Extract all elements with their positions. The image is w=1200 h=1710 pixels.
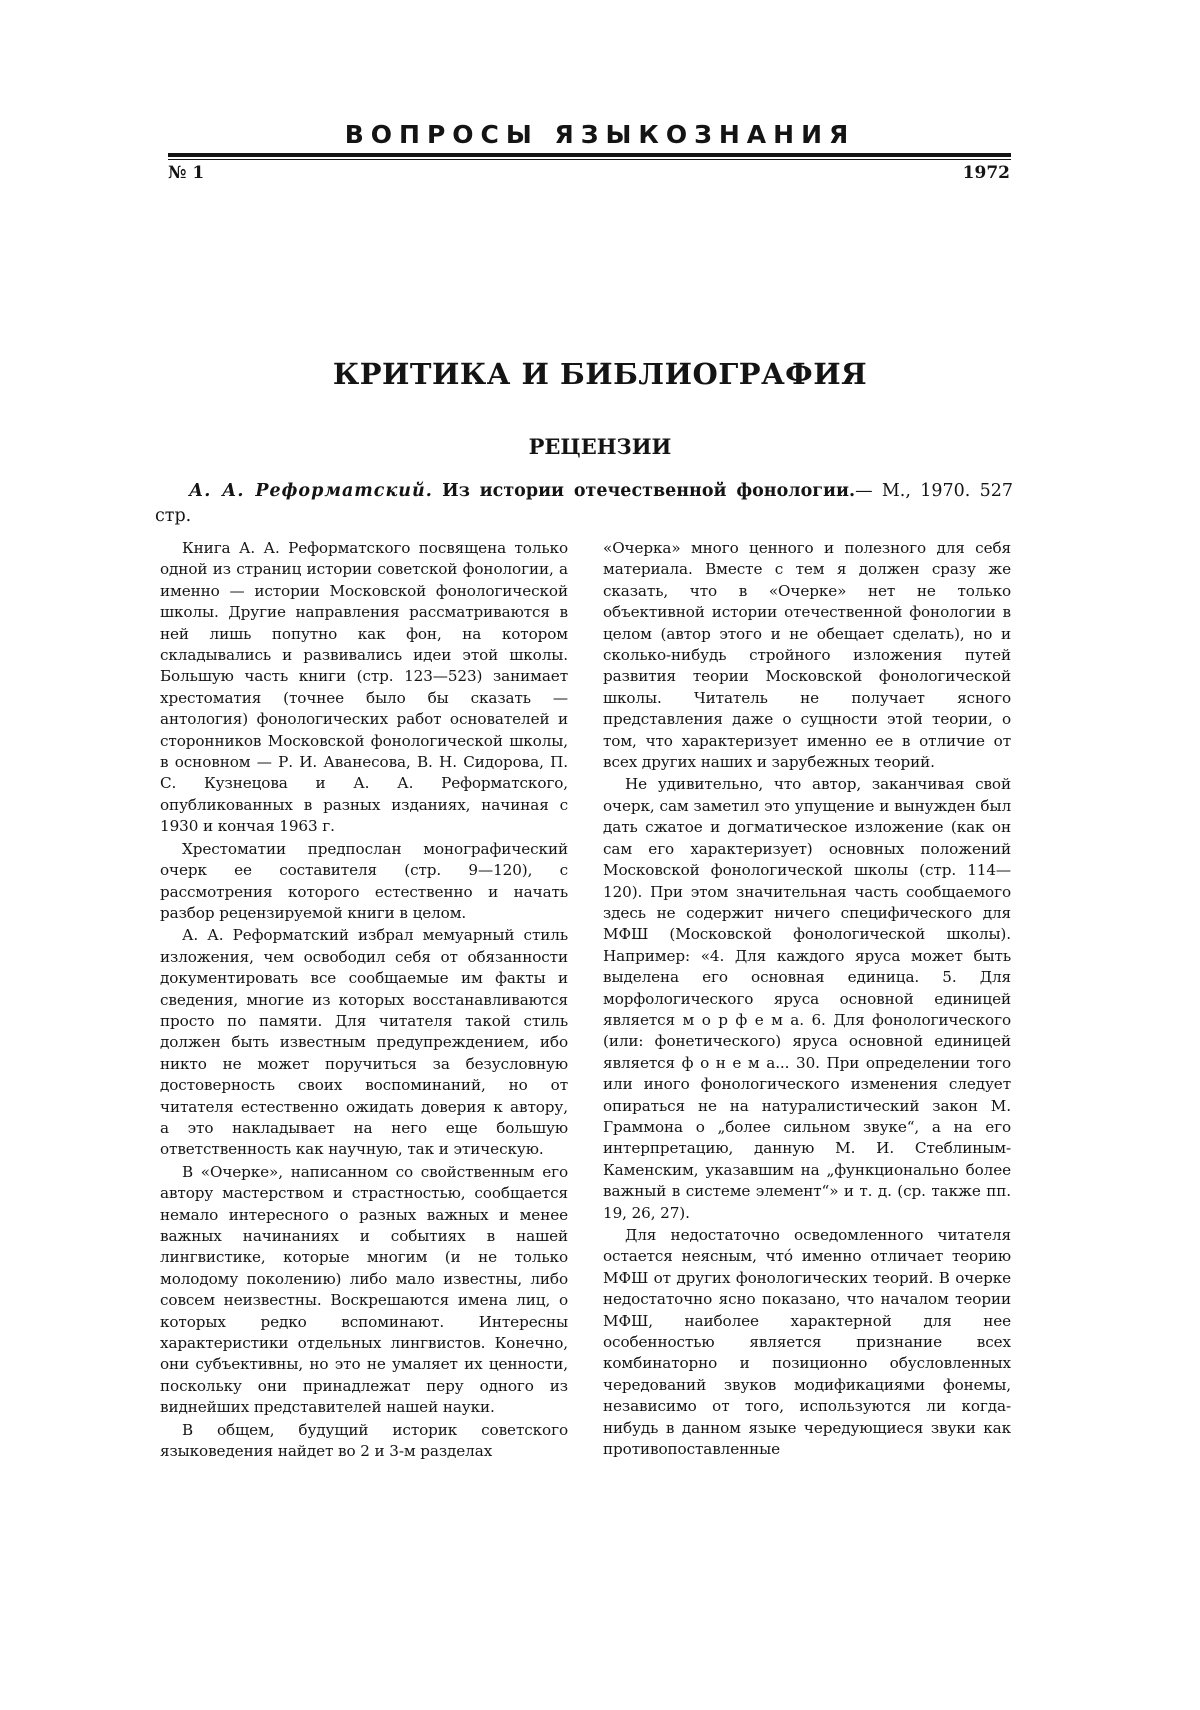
paragraph: А. А. Реформатский избрал мемуарный стиль изложения, чем освободил себя от обязанности документировать все сообщаемые им факты и сведения, многие из которых восстанавливаются просто по памяти. Для читателя такой стиль должен быть известным предупреждением, ибо никто не может поручиться за безусловную достоверность своих воспоминаний, но от читателя естественно ожидать доверия к автору, а это накладывает на него еще большую ответственность как научную, так и этическую. xyxy=(160,926,568,1159)
subsection-title: РЕЦЕНЗИИ xyxy=(528,434,672,459)
header-rule xyxy=(168,153,1011,157)
header-rule-thin xyxy=(168,159,1011,160)
issue-year: 1972 xyxy=(962,163,1010,183)
paragraph: В общем, будущий историк советского языковедения найдет во 2 и 3-м разделах xyxy=(160,1420,568,1461)
paragraph: В «Очерке», написанном со свойственным его автору мастерством и страстностью, сообщается немало интересного о разных важных и менее важных начинаниях и событиях в нашей лингвистике, которые многим (и не только молодому поколению) либо мало известны, либо совсем неизвестны. Воскрешаются имена лиц, о которых редко вспоминают. Интересны характеристики отдельных лингвистов. Конечно, они субъективны, но это не умаляет их ценности, поскольку они принадлежат перу одного из виднейших представителей нашей науки. xyxy=(160,1162,568,1417)
paragraph: «Очерка» много ценного и полезного для себя материала. Вместе с тем я должен сразу же сказать, что в «Очерке» нет не только объективной истории отечественной фонологии в целом (автор этого и не обещает сделать), но и сколько-нибудь стройного изложения путей развития теории Московской фонологической школы. Читатель не получает ясного представления даже о сущности этой теории, о том, что характеризует именно ее в отличие от всех других наших и зарубежных теорий. xyxy=(603,539,1011,772)
journal-title: ВОПРОСЫ ЯЗЫКОЗНАНИЯ xyxy=(344,120,856,149)
paragraph: Не удивительно, что автор, заканчивая свой очерк, сам заметил это упущение и вынужден был дать сжатое и догматическое изложение (как он сам его характеризует) основных положений Московской фонологической школы (стр. 114—120). При этом значительная часть сообщаемого здесь не содержит ничего специфического для МФШ (Московской фонологической школы). Например: «4. Для каждого яруса может быть выделена его основная единица. 5. Для морфологического яруса основной единицей является м о р ф е м а. 6. Для фонологического (или: фонетического) яруса основной единицей является ф о н е м а... 30. При определении того или иного фонологического изменения следует опираться не на натуралистический закон М. Граммона о „более сильном звуке“, а на его интерпретацию, данную М. И. Стеблиным-Каменским, указавшим на „функционально более важный в системе элемент“» и т. д. (ср. также пп. 19, 26, 27). xyxy=(603,775,1011,1222)
paragraph: Книга А. А. Реформатского посвящена только одной из страниц истории советской фонологии, а именно — истории Московской фонологической школы. Другие направления рассматриваются в ней лишь попутно как фон, на котором складывались и развивались идеи этой школы. Большую часть книги (стр. 123—523) занимает хрестоматия (точнее было бы сказать — антология) фонологических работ основателей и сторонников Московской фонологической школы, в основном — Р. И. Аванесова, В. Н. Сидорова, П. С. Кузнецова и А. А. Реформатского, опубликованных в разных изданиях, начиная с 1930 и кончая 1963 г. xyxy=(160,539,568,836)
issue-number: № 1 xyxy=(168,163,205,183)
paragraph: Для недостаточно осведомленного читателя остается неясным, чтó именно отличает теорию МФШ от других фонологических теорий. В очерке недостаточно ясно показано, что началом теории МФШ, наиболее характерной для нее особенностью является признание всех комбинаторно и позиционно обусловленных чередований звуков модификациями фонемы, независимо от того, используются ли когда-нибудь в данном языке чередующиеся звуки как противопоставленные xyxy=(603,1226,1011,1459)
right-column xyxy=(603,538,1011,1460)
citation-title: Из истории отечественной фонологии. xyxy=(442,481,856,501)
citation-author: А. А. Реформатский. xyxy=(189,481,433,501)
section-title: КРИТИКА И БИБЛИОГРАФИЯ xyxy=(332,357,868,391)
book-citation xyxy=(155,479,1013,529)
paragraph: Хрестоматии предпослан монографический очерк ее составителя (стр. 9—120), с рассмотрения которого естественно и начать разбор рецензируемой книги в целом. xyxy=(160,839,568,922)
left-column xyxy=(160,538,568,1462)
citation-publication: — М., 1970. 527 стр. xyxy=(155,481,1013,526)
